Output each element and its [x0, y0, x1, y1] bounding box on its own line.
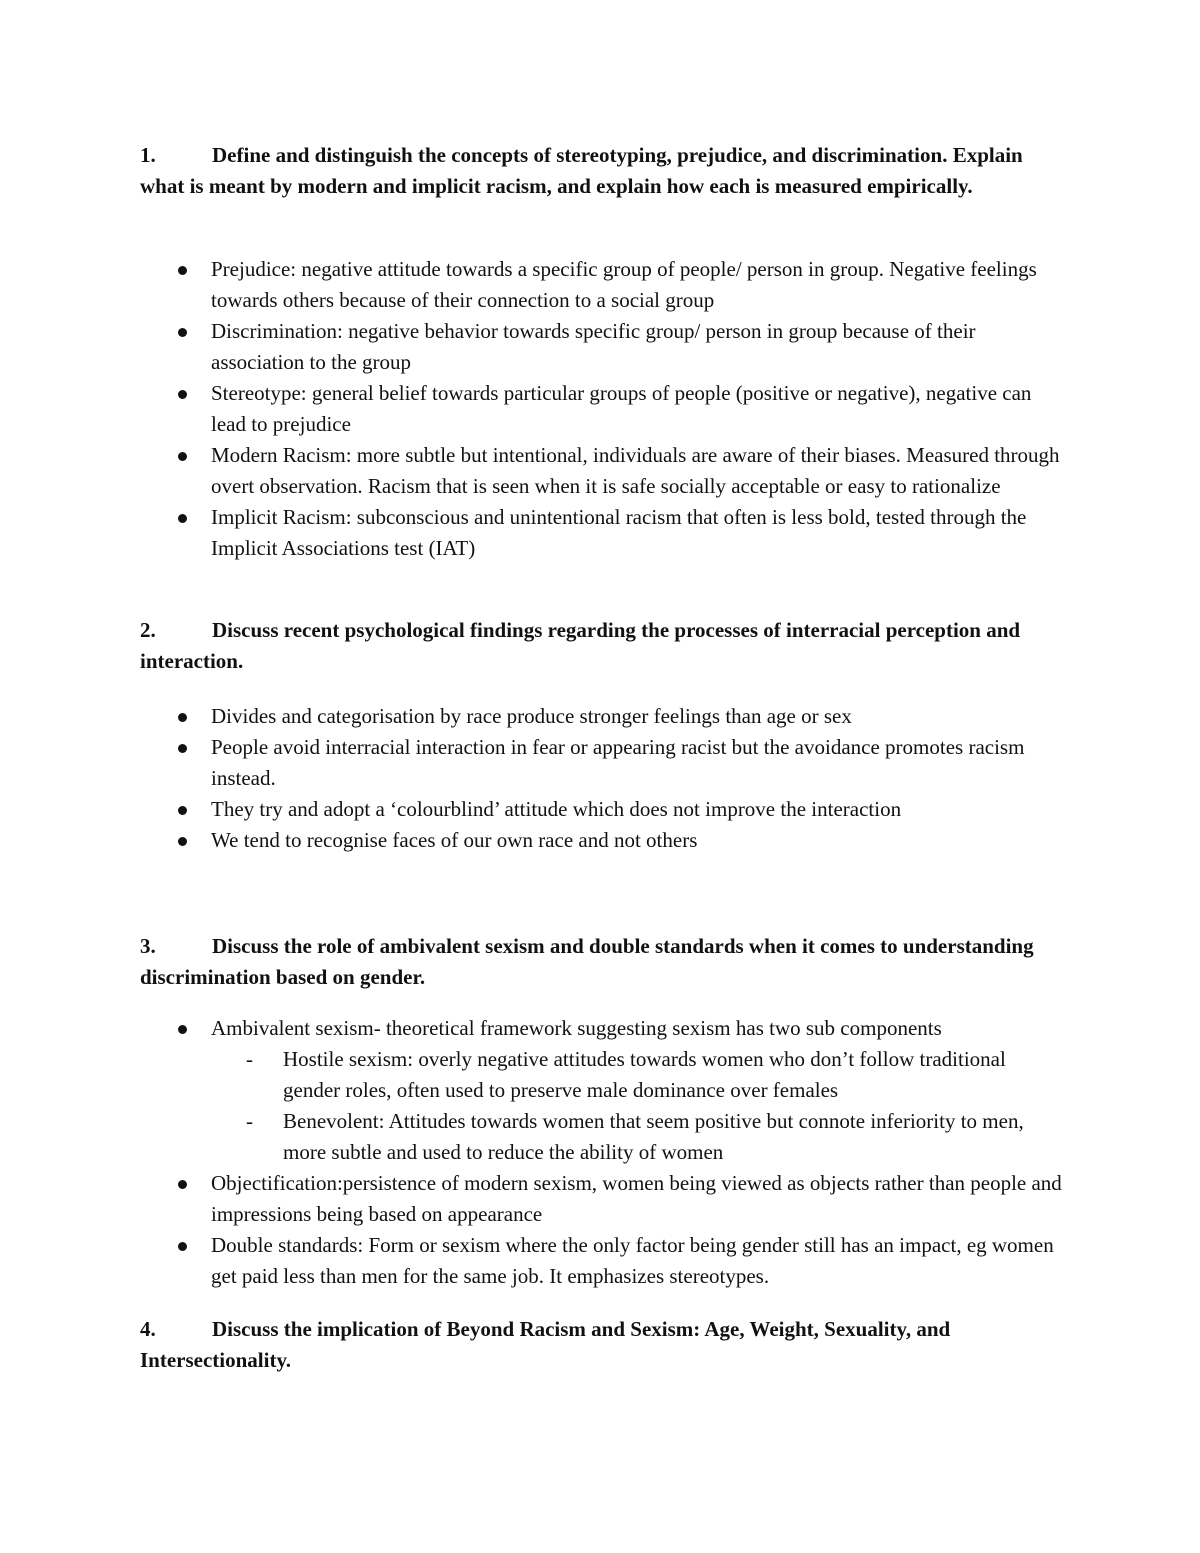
list-item-text: Objectification:persistence of modern sexism, women being viewed as objects rather than people and impressions being based on appearance — [211, 1171, 1062, 1226]
sub-list-item-text: Hostile sexism: overly negative attitudes towards women who don’t follow traditional gender roles, often used to preserve male dominance over females — [283, 1047, 1006, 1102]
list-item — [0, 1230, 1071, 1292]
bullet-icon — [178, 744, 187, 753]
question-text: Discuss the role of ambivalent sexism and double standards when it comes to understanding discrimination based on gender. — [140, 934, 1034, 989]
bullet-icon — [178, 452, 187, 461]
question-1 — [140, 140, 1060, 202]
list-item — [0, 794, 1071, 825]
list-item-text: Stereotype: general belief towards particular groups of people (positive or negative), negative can lead to prejudice — [211, 381, 1032, 436]
list-item — [0, 1013, 1071, 1168]
list-item — [0, 825, 1071, 856]
question-number: 2. — [140, 618, 156, 642]
answer-list-3 — [0, 1013, 1200, 1292]
question-text: Define and distinguish the concepts of stereotyping, prejudice, and discrimination. Explain what is meant by modern and implicit racism, and explain how each is measured empirically. — [140, 143, 1023, 198]
answer-list-1 — [0, 254, 1200, 564]
bullet-icon — [178, 1180, 187, 1189]
list-item — [0, 1168, 1071, 1230]
question-text: Discuss the implication of Beyond Racism and Sexism: Age, Weight, Sexuality, and Intersectionality. — [140, 1317, 951, 1372]
bullet-icon — [178, 1025, 187, 1034]
bullet-icon — [178, 266, 187, 275]
list-item-text: We tend to recognise faces of our own race and not others — [211, 828, 698, 852]
question-2 — [140, 615, 1060, 677]
list-item-text: Double standards: Form or sexism where the only factor being gender still has an impact, eg women get paid less than men for the same job. It emphasizes stereotypes. — [211, 1233, 1054, 1288]
bullet-icon — [178, 328, 187, 337]
bullet-icon — [178, 806, 187, 815]
list-item — [0, 732, 1071, 794]
bullet-icon — [178, 514, 187, 523]
list-item-text: They try and adopt a ‘colourblind’ attitude which does not improve the interaction — [211, 797, 902, 821]
bullet-icon — [178, 390, 187, 399]
bullet-icon — [178, 713, 187, 722]
list-item-text: Modern Racism: more subtle but intentional, individuals are aware of their biases. Measured through overt observation. Racism that is seen when it is safe socially acceptable or easy to rationalize — [211, 443, 1060, 498]
sub-list-item-text: Benevolent: Attitudes towards women that seem positive but connote inferiority to men, more subtle and used to reduce the ability of women — [283, 1109, 1024, 1164]
list-item-text: Divides and categorisation by race produce stronger feelings than age or sex — [211, 704, 852, 728]
bullet-icon — [178, 1242, 187, 1251]
question-number: 1. — [140, 143, 156, 167]
sub-list-item — [0, 1106, 1063, 1168]
sub-list — [211, 1044, 1071, 1168]
question-3 — [140, 931, 1060, 993]
question-4 — [140, 1314, 1060, 1376]
question-number: 3. — [140, 934, 156, 958]
question-text: Discuss recent psychological findings regarding the processes of interracial perception and interaction. — [140, 618, 1021, 673]
list-item — [0, 254, 1071, 316]
list-item-text: People avoid interracial interaction in fear or appearing racist but the avoidance promotes racism instead. — [211, 735, 1025, 790]
bullet-icon — [178, 837, 187, 846]
list-item — [0, 701, 1071, 732]
list-item-text: Implicit Racism: subconscious and unintentional racism that often is less bold, tested through the Implicit Associations test (IAT) — [211, 505, 1027, 560]
list-item — [0, 440, 1071, 502]
list-item-text: Ambivalent sexism- theoretical framework suggesting sexism has two sub components — [211, 1016, 942, 1040]
list-item-text: Discrimination: negative behavior towards specific group/ person in group because of their association to the group — [211, 319, 976, 374]
dash-marker: - — [246, 1047, 253, 1071]
sub-list-item — [0, 1044, 1063, 1106]
dash-marker: - — [246, 1109, 253, 1133]
answer-list-2 — [0, 701, 1200, 856]
list-item-text: Prejudice: negative attitude towards a specific group of people/ person in group. Negative feelings towards others because of their connection to a social group — [211, 257, 1037, 312]
question-number: 4. — [140, 1317, 156, 1341]
list-item — [0, 502, 1071, 564]
list-item — [0, 378, 1071, 440]
list-item — [0, 316, 1071, 378]
